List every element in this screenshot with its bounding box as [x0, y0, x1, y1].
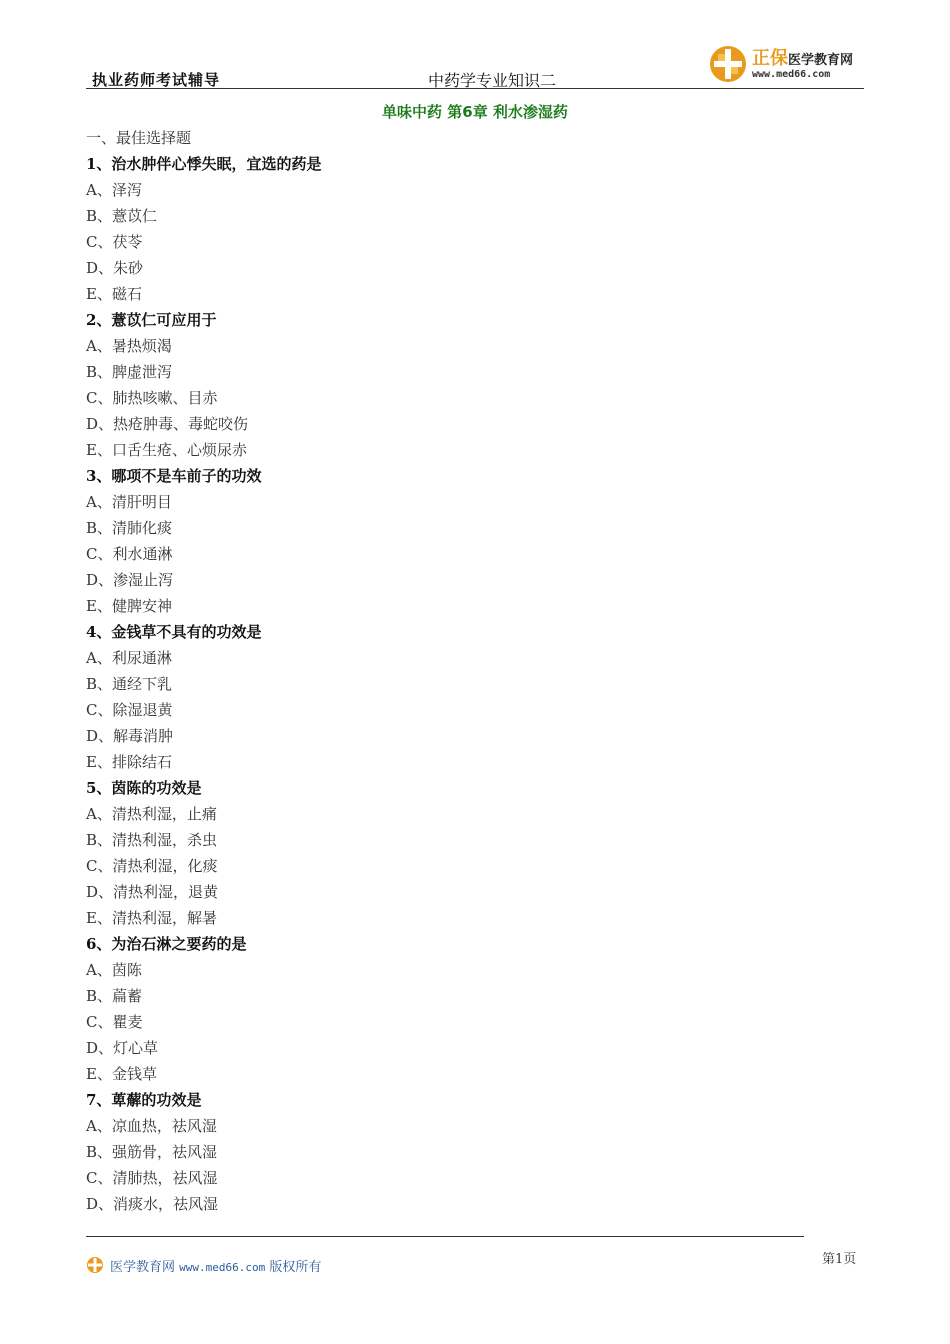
question-list [86, 125, 806, 1217]
answer-option: B、萹蓄 [86, 987, 143, 1005]
answer-option: C、肺热咳嗽、目赤 [86, 389, 218, 407]
answer-option: D、清热利湿，退黄 [86, 883, 219, 901]
answer-option: B、清肺化痰 [86, 519, 173, 537]
answer-option: E、排除结石 [86, 753, 172, 771]
answer-option: D、消痰水，祛风湿 [86, 1195, 219, 1213]
answer-option: E、磁石 [86, 285, 142, 303]
question-stem: 7、萆薢的功效是 [86, 1091, 202, 1109]
answer-option: E、金钱草 [86, 1065, 157, 1083]
answer-option: D、渗湿止泻 [86, 571, 174, 589]
footer-url[interactable]: www.med66.com [179, 1261, 266, 1274]
answer-option: D、解毒消肿 [86, 727, 174, 745]
answer-option: C、清肺热，祛风湿 [86, 1169, 218, 1187]
header-course-title: 中药学专业知识二 [428, 71, 557, 90]
footer-divider [86, 1236, 804, 1237]
answer-option: B、清热利湿，杀虫 [86, 831, 218, 849]
zhengbao-logo-icon [708, 44, 748, 84]
answer-option: D、灯心草 [86, 1039, 159, 1057]
logo-brand-name: 医学教育网 [788, 53, 854, 68]
answer-option: C、清热利湿，化痰 [86, 857, 218, 875]
page-header [86, 40, 864, 90]
question-stem: 4、金钱草不具有的功效是 [86, 623, 262, 641]
answer-option: E、清热利湿，解暑 [86, 909, 217, 927]
answer-option: A、茵陈 [86, 961, 142, 979]
answer-option: D、朱砂 [86, 259, 144, 277]
answer-option: C、茯苓 [86, 233, 143, 251]
question-stem: 3、哪项不是车前子的功效 [86, 467, 262, 485]
page-number: 第1页 [822, 1252, 857, 1267]
logo-brand-zb: 正保 [752, 48, 788, 69]
answer-option: D、热疮肿毒、毒蛇咬伤 [86, 415, 249, 433]
answer-option: B、脾虚泄泻 [86, 363, 173, 381]
question-stem: 6、为治石淋之要药的是 [86, 935, 247, 953]
section-heading: 一、最佳选择题 [86, 129, 192, 147]
header-left-text: 执业药师考试辅导 [92, 71, 221, 89]
footer-copyright[interactable] [110, 1256, 321, 1275]
zhengbao-small-icon [86, 1256, 104, 1274]
answer-option: A、泽泻 [86, 181, 142, 199]
answer-option: A、清肝明目 [86, 493, 172, 511]
answer-option: C、利水通淋 [86, 545, 173, 563]
footer-rights: 版权所有 [269, 1260, 322, 1275]
answer-option: C、瞿麦 [86, 1013, 143, 1031]
answer-option: A、清热利湿，止痛 [86, 805, 217, 823]
answer-option: A、暑热烦渴 [86, 337, 172, 355]
answer-option: B、薏苡仁 [86, 207, 158, 225]
footer-site-name: 医学教育网 [110, 1260, 176, 1275]
answer-option: A、凉血热，祛风湿 [86, 1117, 217, 1135]
question-stem: 2、薏苡仁可应用于 [86, 311, 217, 329]
answer-option: A、利尿通淋 [86, 649, 172, 667]
answer-option: C、除湿退黄 [86, 701, 173, 719]
answer-option: E、口舌生疮、心烦尿赤 [86, 441, 247, 459]
question-stem: 1、治水肿伴心悸失眠，宜选的药是 [86, 155, 322, 173]
answer-option: E、健脾安神 [86, 597, 172, 615]
logo-url: www.med66.com [752, 69, 831, 80]
chapter-title: 单味中药 第6章 利水渗湿药 [382, 103, 568, 121]
answer-option: B、强筋骨，祛风湿 [86, 1143, 218, 1161]
logo-brand [752, 44, 853, 70]
header-divider [86, 88, 864, 89]
brand-logo[interactable] [708, 42, 864, 86]
answer-option: B、通经下乳 [86, 675, 173, 693]
question-stem: 5、茵陈的功效是 [86, 779, 202, 797]
